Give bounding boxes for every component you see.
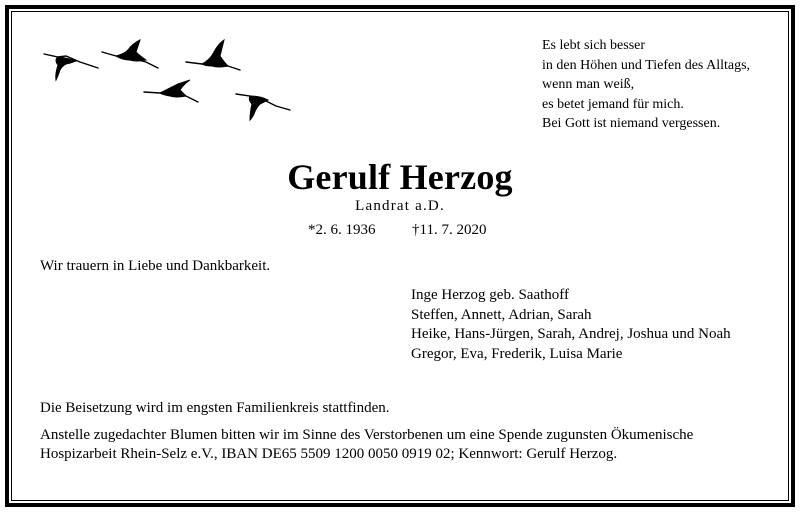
poem-line: es betet jemand für mich.: [542, 96, 684, 112]
donation-line: Anstelle zugedachter Blumen bitten wir im Sinne des Verstorbenen um eine Spende zugunsten Ökumenische: [40, 427, 694, 443]
deceased-name: Gerulf Herzog: [287, 157, 513, 197]
family-member-line: Steffen, Annett, Adrian, Sarah: [411, 306, 592, 323]
poem-line: Bei Gott ist niemand vergessen.: [542, 116, 721, 131]
poem-line: Es lebt sich besser: [542, 38, 646, 53]
mourning-line: Wir trauern in Liebe und Dankbarkeit.: [40, 258, 271, 274]
family-member-line: Heike, Hans-Jürgen, Sarah, Andrej, Joshua und Noah: [411, 326, 731, 342]
crane-icon: [186, 40, 240, 70]
donation-line: Hospizarbeit Rhein-Selz e.V., IBAN DE65 5509 1200 0050 0919 02; Kennwort: Gerulf Herzog.: [40, 446, 618, 462]
deceased-title: Landrat a.D.: [355, 198, 445, 214]
crane-icon: [102, 40, 158, 68]
birth-date: *2. 6. 1936: [308, 222, 376, 238]
family-member-line: Gregor, Eva, Frederik, Luisa Marie: [411, 345, 623, 362]
poem: [542, 36, 782, 134]
family-list: [411, 286, 731, 364]
crane-icon: [144, 80, 198, 102]
burial-note: Die Beisetzung wird im engsten Familienkreis stattfinden.: [40, 400, 390, 416]
crane-icon: [44, 54, 98, 80]
donation-note: [40, 426, 780, 464]
death-date: †11. 7. 2020: [412, 222, 487, 238]
crane-icon: [236, 94, 290, 120]
family-member-line: Inge Herzog geb. Saathoff: [411, 287, 569, 303]
poem-line: in den Höhen und Tiefen des Alltags,: [542, 57, 751, 73]
flying-cranes-icon: [40, 36, 300, 126]
poem-line: wenn man weiß,: [542, 77, 635, 92]
